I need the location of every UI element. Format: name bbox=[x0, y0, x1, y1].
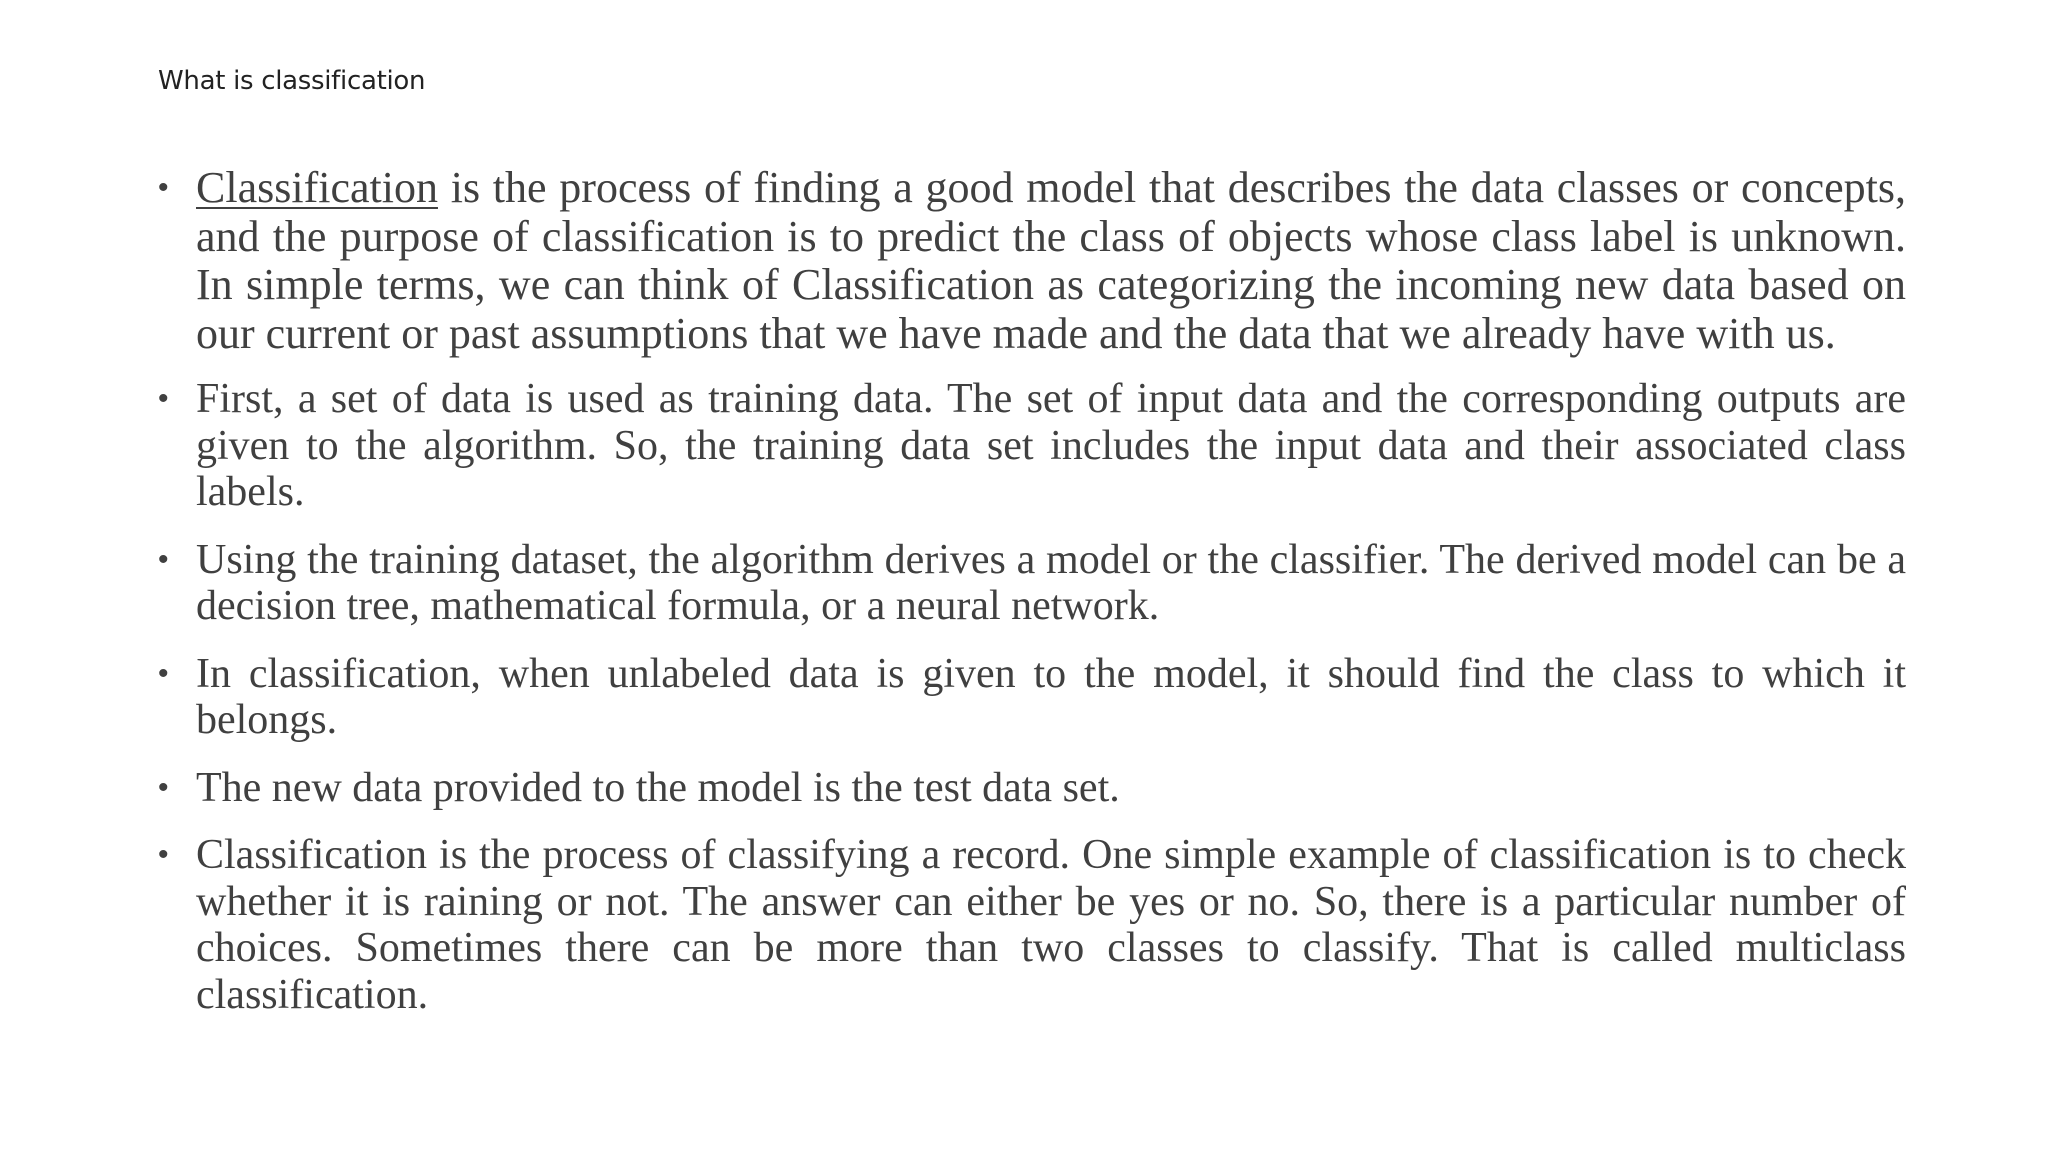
bullet-item bbox=[158, 537, 1906, 630]
slide-title: What is classification bbox=[158, 66, 426, 96]
bullet-text: Using the training dataset, the algorithm derives a model or the classifier. The derived model can be a decision tree, mathematical formula, or a neural network. bbox=[196, 536, 1906, 629]
bullet-text: The new data provided to the model is the test data set. bbox=[196, 764, 1120, 811]
bullet-dot-icon: • bbox=[158, 382, 169, 415]
bullet-text: First, a set of data is used as training data. The set of input data and the corresponding outputs are given to the algorithm. So, the training data set includes the input data and their associated class labels. bbox=[196, 376, 1906, 515]
bullet-item bbox=[158, 765, 1906, 812]
bullet-dot-icon: • bbox=[158, 656, 169, 690]
bullet-text: Classification is the process of classifying a record. One simple example of classification is to check whether it is raining or not. The answer can either be yes or no. So, there is a particular number of choices. Sometimes there can be more than two classes to classify. That is called multiclass classification. bbox=[196, 832, 1906, 1018]
bullet-item bbox=[158, 651, 1906, 744]
bullet-item bbox=[158, 832, 1906, 1018]
bullet-dot-icon: • bbox=[158, 171, 169, 204]
classification-term-link[interactable]: Classification bbox=[196, 163, 438, 212]
bullet-item bbox=[158, 164, 1906, 358]
bullet-dot-icon: • bbox=[158, 838, 169, 871]
bullet-list bbox=[158, 164, 1906, 1018]
bullet-text: In classification, when unlabeled data is given to the model, it should find the class to which it belongs. bbox=[196, 650, 1906, 743]
bullet-dot-icon: • bbox=[158, 542, 169, 576]
bullet-dot-icon: • bbox=[158, 770, 169, 804]
bullet-item bbox=[158, 376, 1906, 516]
bullet-text: is the process of finding a good model that describes the data classes or concepts, and the purpose of classification is to predict the class of objects whose class label is unknown. In simple terms, we can think of Classification as categorizing the incoming new data based on our current or past assumptions that we have made and the data that we already have with us. bbox=[196, 163, 1906, 358]
